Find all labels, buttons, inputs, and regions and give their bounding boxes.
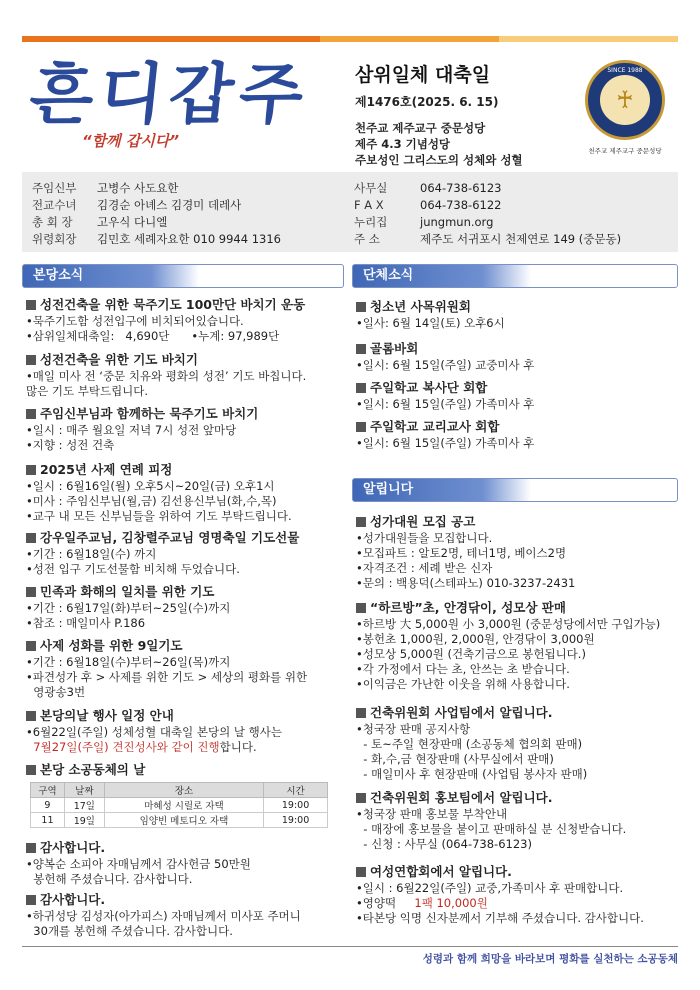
item-title: 강우일주교님, 김창렬주교님 영명축일 기도선물 [40,530,300,545]
item-line: •이익금은 가난한 이웃을 위해 사용합니다. [356,677,570,691]
item-heading [26,840,348,855]
item-title: 감사합니다. [40,840,106,855]
item-line: 많은 기도 부탁드립니다. [26,384,149,398]
item-heading [356,790,678,805]
item-text: 합니다. [219,740,257,754]
news-item [356,514,678,591]
info-value: 김경순 아녜스 김경미 데레사 [97,198,242,212]
item-line: •6월22일(주일) 성체성혈 대축일 본당의 날 행사는 [26,725,282,739]
info-value: 064-738-6123 [420,181,502,195]
issue-number: 제1476호(2025. 6. 15) [355,95,499,109]
info-row [354,214,621,231]
item-text: •영양떡 [356,896,415,910]
table-cell: 19:00 [264,813,328,828]
item-title: 민족과 화해의 일치를 위한 기도 [40,584,215,599]
item-line: •하귀성당 김성자(아가피스) 자매님께서 미사포 주머니 [26,909,301,923]
bullet-square-icon [356,344,366,354]
item-line: - 화,수,금 현장판매 (사무실에서 판매) [356,752,554,766]
info-value: jungmun.org [420,215,494,229]
item-line: •기간 : 6월18일(수)부터~26일(목)까지 [26,655,231,669]
table-header: 장소 [104,783,263,798]
item-line: 30개를 봉헌해 주셨습니다. 감사합니다. [26,924,233,938]
item-line: 봉헌해 주셨습니다. 감사합니다. [26,872,193,886]
news-item [26,584,348,631]
news-item [26,638,348,700]
item-heading [26,708,348,723]
item-line: - 토~주일 현장판매 (소공동체 협의회 판매) [356,737,583,751]
item-line: - 신청 : 사무실 (064-738-6123) [356,837,532,851]
info-label: 누리집 [354,215,388,229]
bullet-square-icon [356,793,366,803]
item-line: •청국장 판매 공지사항 [356,722,471,736]
top-color-bar [22,36,678,42]
issue-info [355,60,585,168]
item-title: 주일학교 복사단 회합 [370,380,488,395]
item-heading [356,341,678,356]
item-line: •자격조건 : 세례 받은 신자 [356,561,493,575]
table-cell: 17일 [64,798,104,813]
info-row [32,231,281,248]
item-line: •기간 : 6월17일(화)부터~25일(수)까지 [26,601,231,615]
bullet-square-icon [356,517,366,527]
item-title: 2025년 사제 연례 피정 [40,462,173,477]
bullet-square-icon [26,765,36,775]
item-heading [26,762,348,777]
item-line: •일시 : 6월16일(월) 오후5시~20일(금) 오후1시 [26,479,275,493]
bullet-square-icon [26,641,36,651]
info-row [354,231,621,248]
logo-slogan: “함께 갑시다” [82,132,179,150]
bullet-square-icon [356,867,366,877]
info-row [354,180,621,197]
bullet-square-icon [26,895,36,905]
info-label: 주임신부 [32,181,77,195]
item-title: “하르방”초, 안경닦이, 성모상 판매 [370,600,566,615]
item-heading [26,892,348,907]
news-item [26,352,348,399]
info-label: 총 회 장 [32,215,73,229]
info-label: F A X [354,198,384,212]
item-line: •봉헌초 1,000원, 2,000원, 안경닦이 3,000원 [356,632,595,646]
info-row [32,180,281,197]
bullet-square-icon [26,533,36,543]
item-line: - 매장에 홍보물을 붙이고 판매하실 분 신청받습니다. [356,822,627,836]
table-row [31,813,328,828]
item-title: 사제 성화를 위한 9일기도 [40,638,183,653]
item-line: •청국장 판매 홍보물 부착안내 [356,807,508,821]
news-item [356,864,678,926]
news-item [356,299,678,331]
item-title: 성전건축을 위한 기도 바치기 [40,352,198,367]
info-value: 고우식 다니엘 [97,215,168,229]
item-heading [356,514,678,529]
item-title: 여성연합회에서 알립니다. [370,864,512,879]
item-line: •일시: 6월 15일(주일) 교중미사 후 [356,358,535,372]
table-cell: 11 [31,813,65,828]
item-title: 본당의날 행사 일정 안내 [40,708,174,723]
logo-text: 흔디갑주 [25,55,314,133]
item-line: •파견성가 후 > 사제를 위한 기도 > 세상의 평화를 위한 [26,670,308,684]
bullet-square-icon [26,711,36,721]
news-item [356,790,678,852]
table-row [31,798,328,813]
item-heading [356,864,678,879]
bullet-square-icon [356,603,366,613]
item-line: •각 가정에서 다는 초, 안쓰는 초 받습니다. [356,662,570,676]
news-item [26,297,348,344]
item-line: •매일 미사 전 ‘중문 치유와 평화의 성전’ 기도 바칩니다. [26,369,307,383]
table-cell: 9 [31,798,65,813]
info-value: 064-738-6122 [420,198,502,212]
news-item [356,380,678,412]
item-line: •양복순 소피아 자매님께서 감사헌금 50만원 [26,857,251,871]
item-title: 본당 소공동체의 날 [40,762,146,777]
org-line: 천주교 제주교구 중문성당 [355,121,486,135]
item-line: •교구 내 모든 신부님들을 위하여 기도 부탁드립니다. [26,509,292,523]
item-line: •지향 : 성전 건축 [26,438,115,452]
news-item [26,530,348,577]
info-row [354,197,621,214]
chalice-icon: ♰ [616,86,634,114]
item-title: 성전건축을 위한 묵주기도 100만단 바치기 운동 [40,297,306,312]
item-line: - 매일미사 후 현장판매 (사업팀 봉사자 판매) [356,767,588,781]
news-item [356,600,678,692]
bullet-square-icon [356,708,366,718]
seal-caption: 천주교 제주교구 중문성당 [588,147,662,155]
item-line [356,896,678,911]
item-heading [356,299,678,314]
highlight-text: 1팩 10,000원 [414,896,488,910]
item-heading [356,705,678,720]
info-value: 김민호 세례자요한 010 9944 1316 [97,232,281,246]
table-cell: 임양빈 메토디오 자택 [104,813,263,828]
item-line: •성가대원들을 모집합니다. [356,531,493,545]
item-line: •참조 : 매일미사 P.186 [26,616,146,630]
item-line: •일사: 6월 14일(토) 오후6시 [356,316,505,330]
bullet-square-icon [26,409,36,419]
info-row [32,197,281,214]
section-notices: 알립니다 [352,478,678,502]
table-cell: 19일 [64,813,104,828]
item-heading [26,406,348,421]
bullet-square-icon [26,587,36,597]
item-heading [26,297,348,312]
item-line: •성모상 5,000원 (건축기금으로 봉헌됩니다.) [356,647,586,661]
seal-since: SINCE 1988 [607,67,643,74]
item-title: 주임신부님과 함께하는 묵주기도 바치기 [40,406,259,421]
bullet-square-icon [356,422,366,432]
news-item [356,705,678,782]
table-header: 날짜 [64,783,104,798]
item-line: •기간 : 6월18일(수) 까지 [26,547,157,561]
org-line: 주보성인 그리스도의 성체와 성혈 [355,153,523,167]
footer-motto: 성령과 함께 희망을 바라보며 평화를 실천하는 소공동체 [22,946,678,966]
item-heading [26,584,348,599]
item-line: •타본당 익명 신자분께서 기부해 주셨습니다. 감사합니다. [356,911,644,925]
item-title: 감사합니다. [40,892,106,907]
item-title: 청소년 사목위원회 [370,299,471,314]
contact-info-box [22,172,678,252]
item-line: •미사 : 주임신부님(월,금) 김선용신부님(화,수,목) [26,494,277,508]
info-row [32,214,281,231]
item-heading [356,419,678,434]
highlight-text: 7월27일(주일) 견진성사와 같이 진행 [26,740,220,754]
item-heading [26,638,348,653]
section-parish-news: 본당소식 [22,264,344,288]
item-heading [26,352,348,367]
item-line: •문의 : 백용덕(스테파노) 010-3237-2431 [356,576,576,590]
bullet-square-icon [26,300,36,310]
item-title: 건축위원회 사업팀에서 알립니다. [370,705,553,720]
item-line: 영광송3번 [26,685,86,699]
item-title: 성가대원 모집 공고 [370,514,476,529]
news-item [26,406,348,453]
news-item [356,341,678,373]
bullet-square-icon [356,383,366,393]
item-heading [356,600,678,615]
item-title: 건축위원회 홍보팀에서 알립니다. [370,790,553,805]
news-item [26,892,348,939]
item-line: •하르방 大 5,000원 小 3,000원 (중문성당에서만 구입가능) [356,617,661,631]
info-label: 주 소 [354,232,380,246]
item-line: •묵주기도함 성전입구에 비치되어있습니다. [26,314,244,328]
info-label: 전교수녀 [32,198,77,212]
item-line: •일시 : 6월22일(주일) 교중,가족미사 후 판매합니다. [356,881,624,895]
item-heading [26,462,348,477]
item-line: •일시: 6월 15일(주일) 가족미사 후 [356,397,535,411]
community-day-table [30,782,328,828]
info-label: 사무실 [354,181,388,195]
table-header: 구역 [31,783,65,798]
item-line: •삼위일체대축일: 4,690단 •누계: 97,989단 [26,329,280,343]
item-line: •일시 : 매주 월요일 저녁 7시 성전 앞마당 [26,423,237,437]
item-line: •모집파트 : 알토2명, 테너1명, 베이스2명 [356,546,567,560]
news-item [26,840,348,887]
news-item [26,462,348,524]
item-heading [26,530,348,545]
bullet-square-icon [26,843,36,853]
item-title: 골롬바회 [370,341,419,356]
news-item [26,708,348,755]
table-cell: 19:00 [264,798,328,813]
item-heading [356,380,678,395]
item-line: •일시: 6월 15일(주일) 가족미사 후 [356,436,535,450]
table-header: 시간 [264,783,328,798]
bulletin-logo [25,48,330,158]
item-line [26,740,348,755]
section-group-news: 단체소식 [352,264,678,288]
parish-seal-icon [585,60,665,140]
info-value: 고병수 사도요한 [97,181,179,195]
org-line: 제주 4.3 기념성당 [355,137,451,151]
info-label: 위령회장 [32,232,77,246]
bullet-square-icon [26,355,36,365]
table-cell: 마혜성 시릴로 자택 [104,798,263,813]
bullet-square-icon [356,302,366,312]
news-item [26,762,348,779]
info-value: 제주도 서귀포시 천제연로 149 (중문동) [420,232,622,246]
news-item [356,419,678,451]
item-line: •성전 입구 기도선물함 비치해 두었습니다. [26,562,240,576]
page-title: 삼위일체 대축일 [355,64,491,86]
item-title: 주일학교 교리교사 회합 [370,419,500,434]
bullet-square-icon [26,465,36,475]
